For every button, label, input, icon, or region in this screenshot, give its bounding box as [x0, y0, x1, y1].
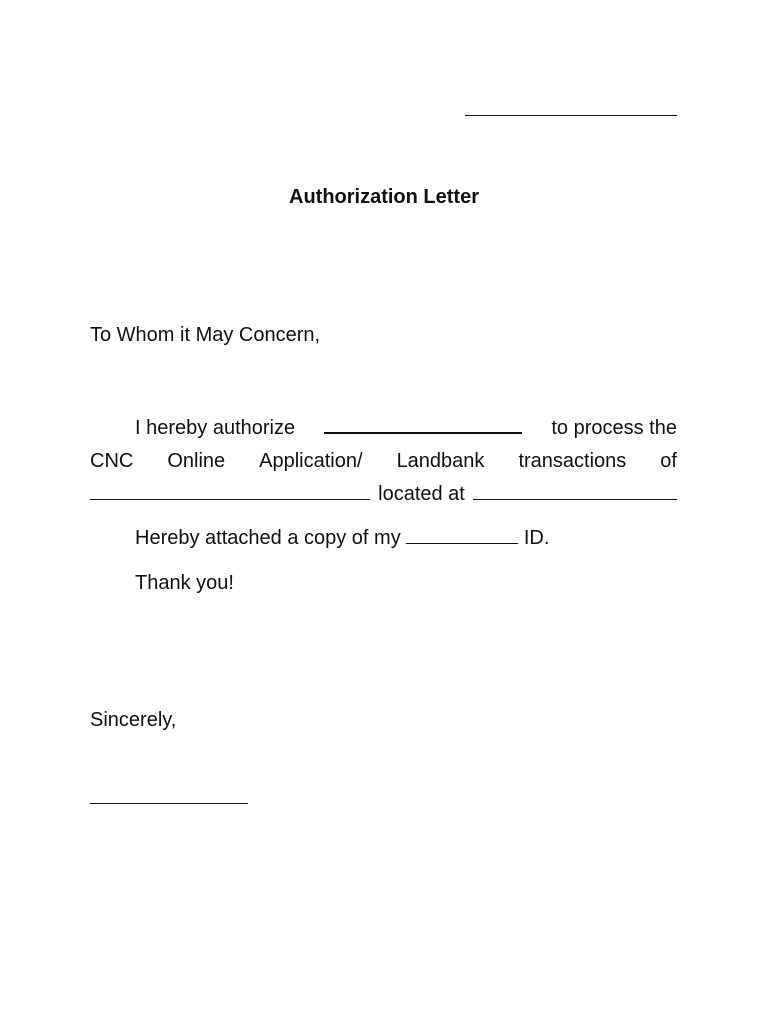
- letter-title: Authorization Letter: [289, 186, 479, 208]
- paragraph-line-1: [90, 412, 677, 445]
- process-text: to process the: [551, 417, 677, 439]
- word: Landbank: [396, 450, 485, 472]
- located-at-text: located at: [378, 483, 465, 505]
- word: CNC: [90, 450, 134, 472]
- attachment-line: [135, 527, 549, 550]
- signature-blank-line: [90, 803, 248, 804]
- id-type-blank: [406, 542, 518, 544]
- location-blank: [473, 498, 677, 500]
- thank-you: Thank you!: [135, 572, 234, 594]
- attach-text: Hereby attached a copy of my: [135, 527, 401, 549]
- word: Online: [167, 450, 226, 472]
- closing: Sincerely,: [90, 709, 177, 731]
- paragraph-line-2: [90, 445, 677, 478]
- word: of: [660, 450, 677, 472]
- authorization-paragraph: [90, 412, 677, 511]
- authorize-text: I hereby authorize: [135, 417, 296, 439]
- authorized-person-blank: [324, 431, 522, 434]
- salutation: To Whom it May Concern,: [90, 324, 321, 346]
- id-text: ID.: [523, 527, 550, 549]
- paragraph-line-3: [90, 478, 677, 511]
- transaction-owner-blank: [90, 498, 370, 500]
- word: transactions: [518, 450, 627, 472]
- date-blank-line: [465, 115, 677, 116]
- word: Application/: [259, 450, 363, 472]
